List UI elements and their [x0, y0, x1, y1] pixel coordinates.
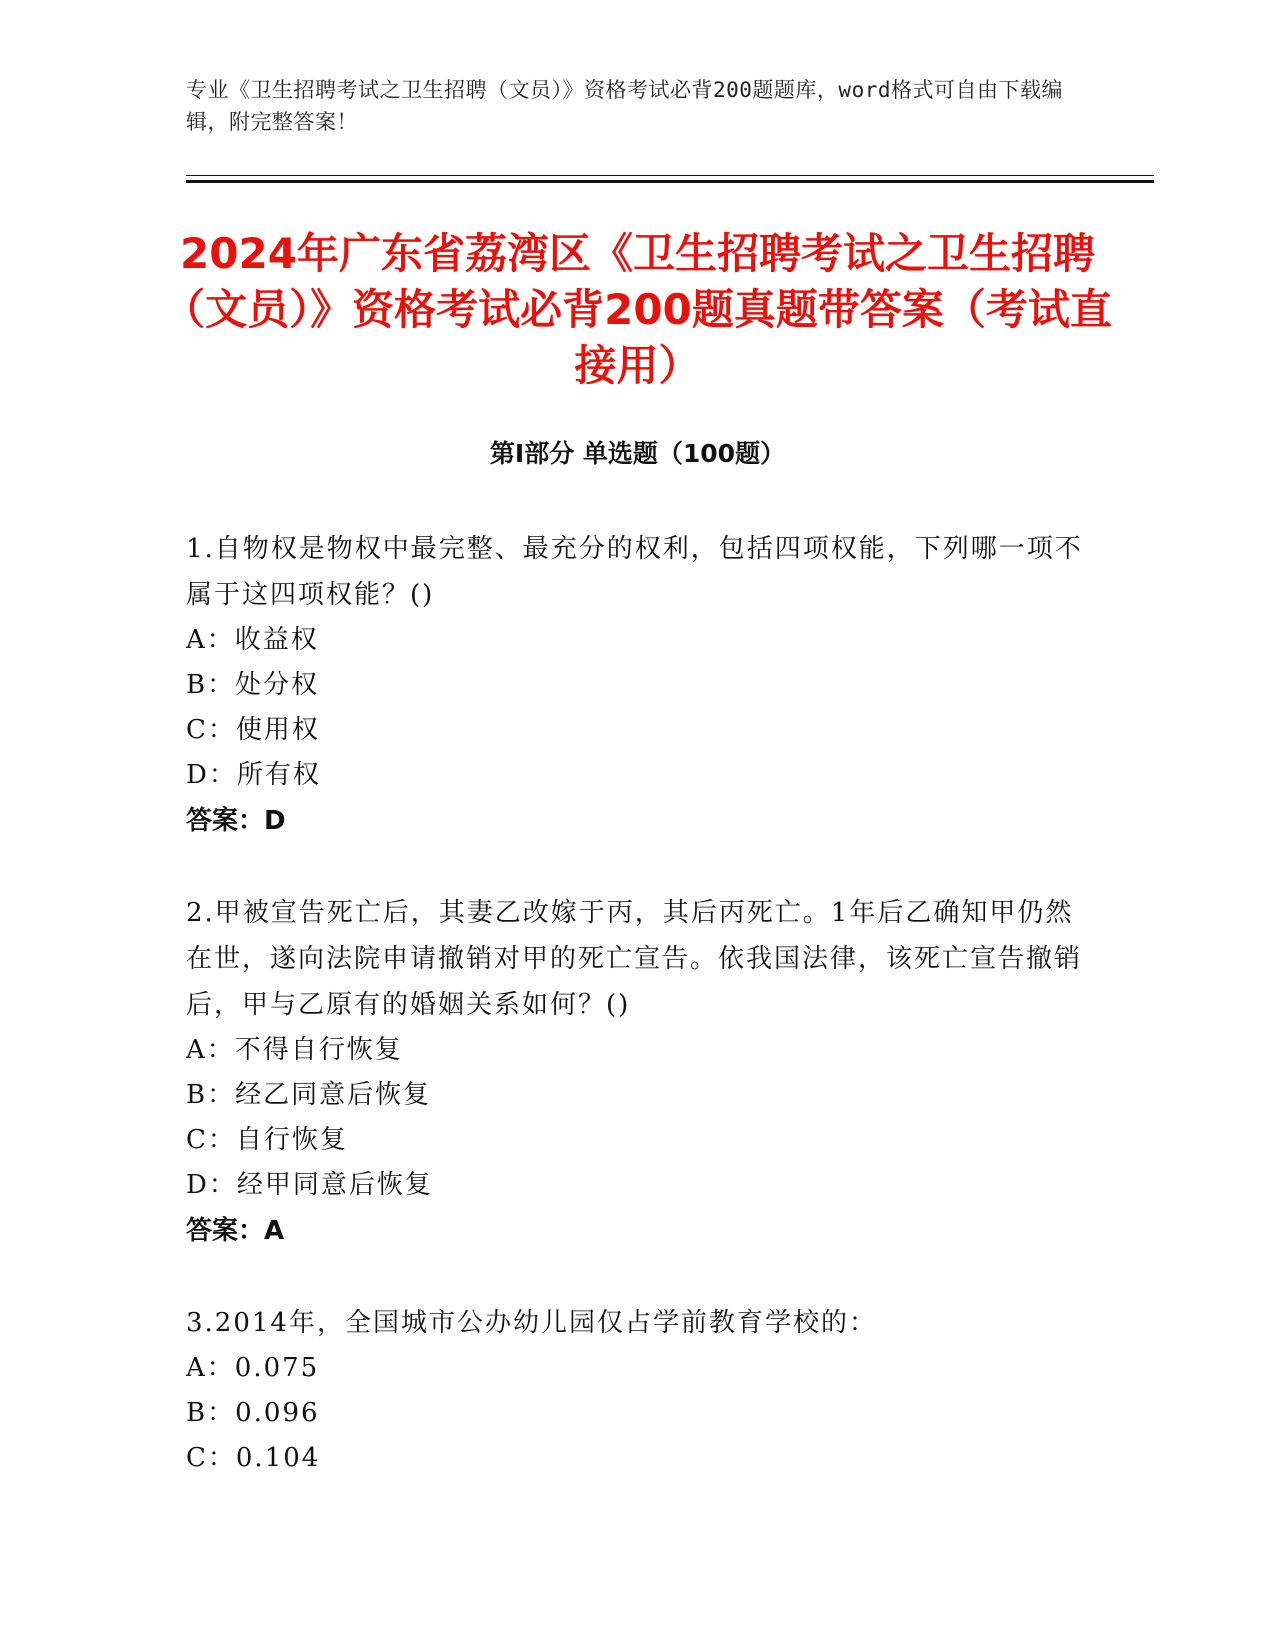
option-b: B：0.096	[186, 1398, 320, 1428]
option-b: B：经乙同意后恢复	[186, 1080, 432, 1110]
option-b: B：处分权	[186, 670, 320, 700]
question-3	[186, 1300, 1086, 1481]
header-divider-thin	[186, 175, 1154, 176]
option-c: C：使用权	[186, 715, 320, 745]
option-d: D：经甲同意后恢复	[186, 1170, 433, 1200]
section-title: 第I部分 单选题（100题）	[489, 439, 786, 468]
option-c: C：0.104	[186, 1443, 321, 1473]
option-a: A：收益权	[186, 625, 319, 655]
option-c: C：自行恢复	[186, 1125, 348, 1155]
question-stem: 2.甲被宣告死亡后，其妻乙改嫁于丙，其后丙死亡。1年后乙确知甲仍然在世，遂向法院申请撤销对甲的死亡宣告。依我国法律，该死亡宣告撤销后，甲与乙原有的婚姻关系如何？()	[186, 898, 1083, 1020]
question-list	[186, 526, 1086, 1527]
question-2	[186, 890, 1086, 1254]
answer: 答案：D	[186, 806, 286, 836]
question-stem: 3.2014年，全国城市公办幼儿园仅占学前教育学校的：	[186, 1308, 877, 1338]
header-note: 专业《卫生招聘考试之卫生招聘（文员）》资格考试必背200题题库，word格式可自由下载编辑，附完整答案！	[186, 78, 1063, 134]
option-d: D：所有权	[186, 760, 321, 790]
answer: 答案：A	[186, 1216, 285, 1246]
question-1	[186, 526, 1086, 844]
header-divider-thick	[186, 180, 1154, 183]
option-a: A：不得自行恢复	[186, 1035, 403, 1065]
document-title: 2024年广东省荔湾区《卫生招聘考试之卫生招聘（文员）》资格考试必背200题真题带答案（考试直接用）	[163, 229, 1112, 390]
question-stem: 1.自物权是物权中最完整、最充分的权利，包括四项权能，下列哪一项不属于这四项权能？()	[186, 534, 1083, 610]
option-a: A：0.075	[186, 1353, 320, 1383]
